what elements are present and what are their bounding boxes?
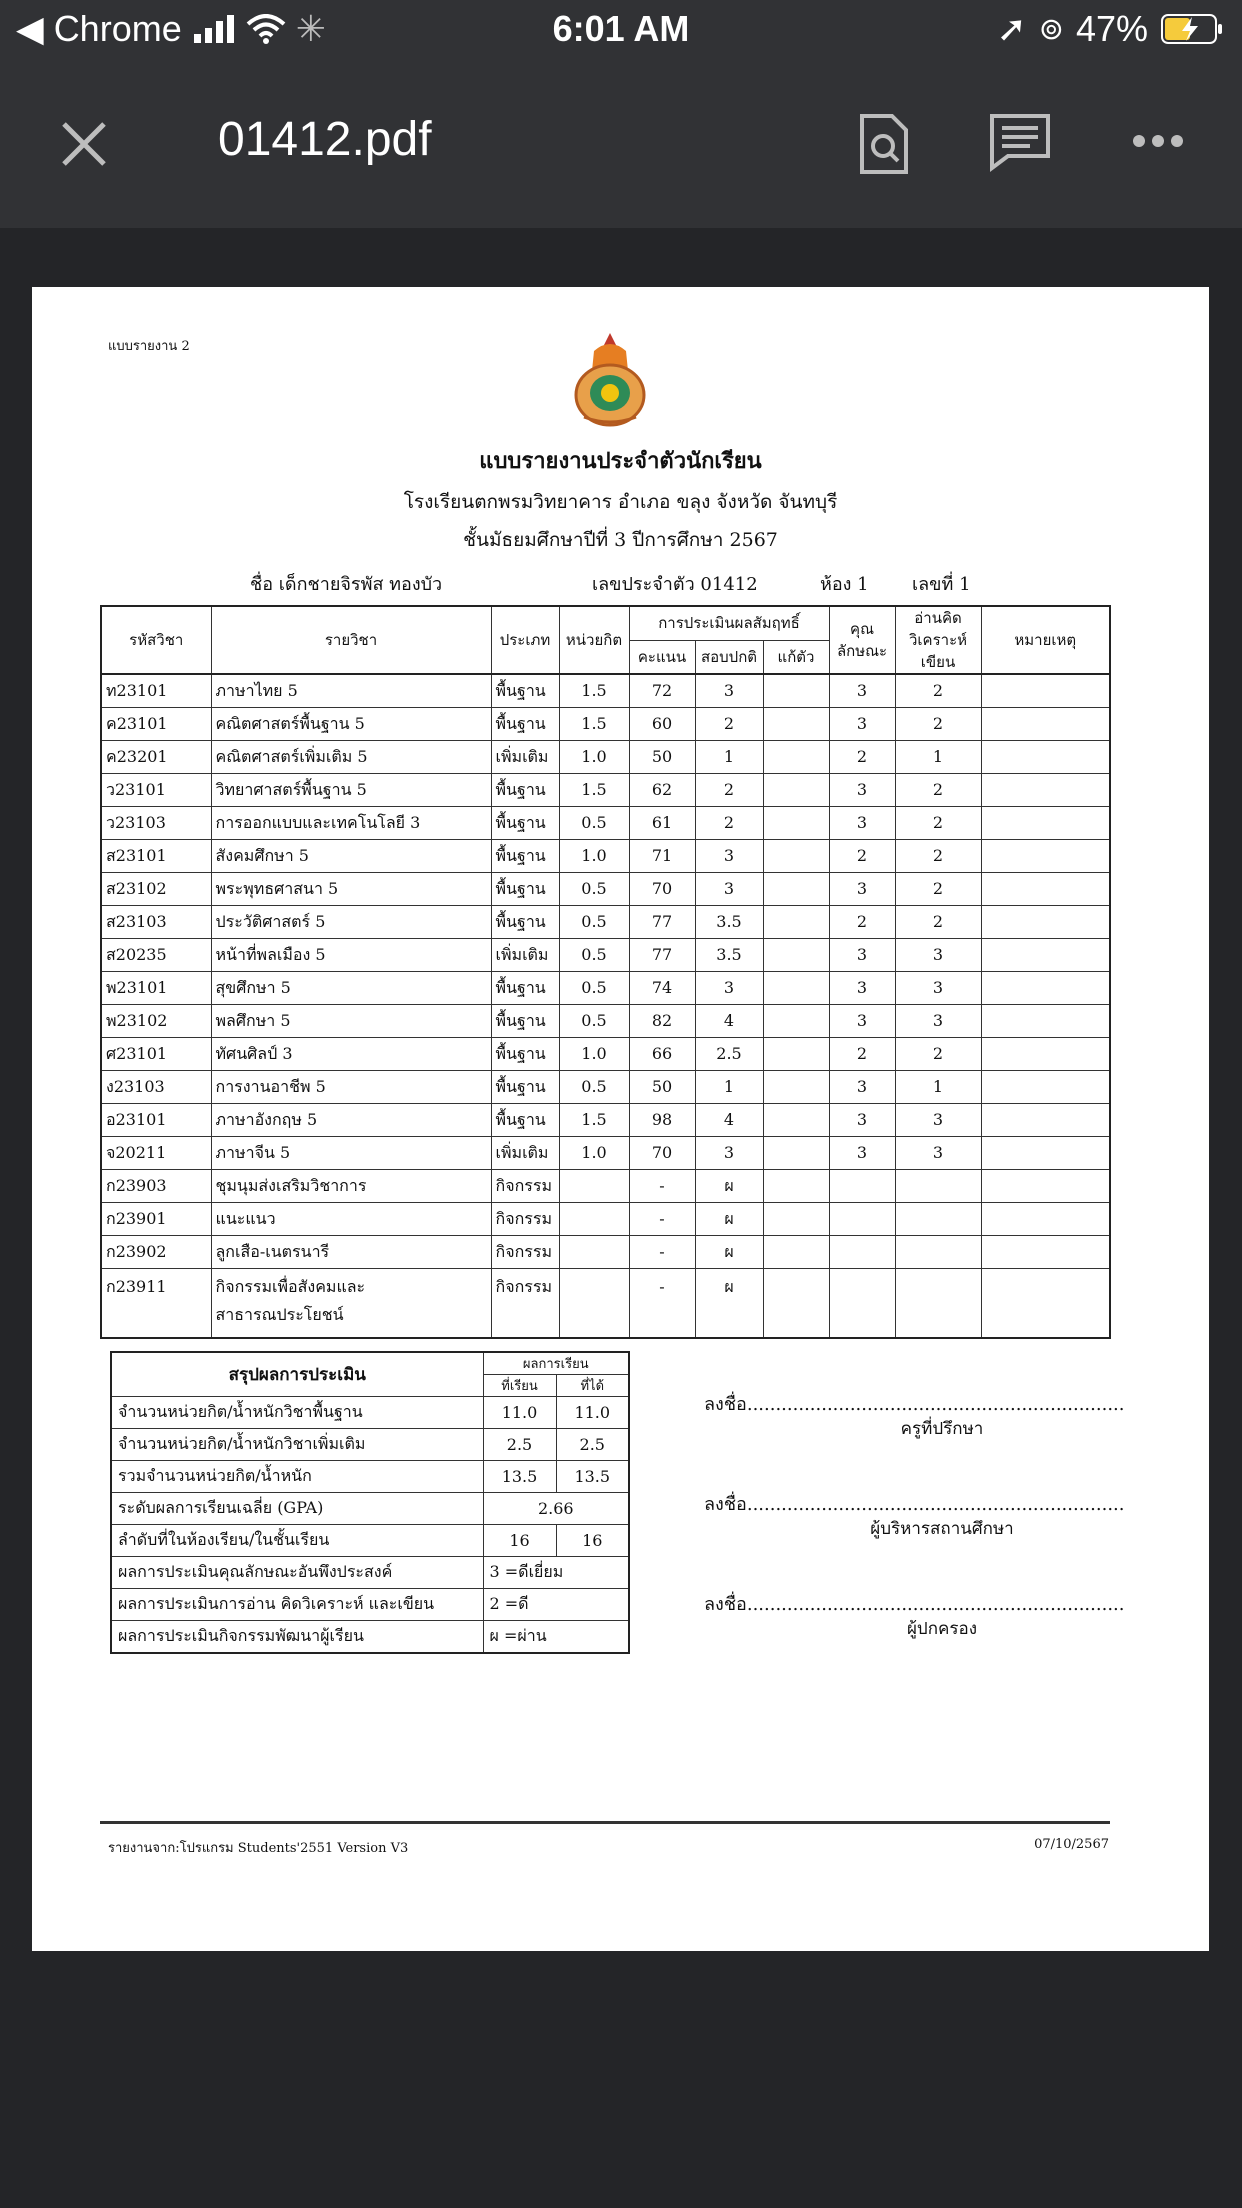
cell-remark xyxy=(981,873,1110,906)
status-right xyxy=(997,8,1224,50)
cell-code: ส23101 xyxy=(101,840,211,873)
header-exam: สอบปกติ xyxy=(695,640,763,674)
cell-credit: 0.5 xyxy=(559,939,629,972)
rotation-lock-icon: ⊚ xyxy=(1038,12,1064,46)
table-row xyxy=(101,972,1110,1005)
cell-type: พื้นฐาน xyxy=(491,1005,559,1038)
cell-character: 3 xyxy=(829,708,895,741)
header-assessment: การประเมินผลสัมฤทธิ์ xyxy=(629,606,829,640)
cell-score: - xyxy=(629,1170,695,1203)
summary-row xyxy=(111,1589,629,1621)
signature-line-director: ลงชื่อ.................................................................. xyxy=(704,1494,1125,1515)
header-code: รหัสวิชา xyxy=(101,606,211,674)
table-row xyxy=(101,873,1110,906)
cell-reading xyxy=(895,1203,981,1236)
cell-reading: 1 xyxy=(895,741,981,774)
cell-reading: 1 xyxy=(895,1071,981,1104)
summary-value: 2.5 xyxy=(556,1429,629,1461)
back-arrow-icon: ◀ xyxy=(16,8,44,49)
cell-character: 3 xyxy=(829,939,895,972)
summary-value: 16 xyxy=(483,1525,556,1557)
loading-spinner-icon: ✳ xyxy=(295,8,326,49)
cell-remark xyxy=(981,1269,1110,1339)
cell-character: 3 xyxy=(829,1005,895,1038)
cell-score: 70 xyxy=(629,1137,695,1170)
form-code: แบบรายงาน 2 xyxy=(108,339,190,354)
cell-credit: 1.5 xyxy=(559,674,629,708)
summary-value: 3 =ดีเยี่ยม xyxy=(483,1557,629,1589)
table-row xyxy=(101,1269,1110,1339)
status-bar xyxy=(0,0,1242,60)
cell-remedial xyxy=(763,1269,829,1339)
cell-grade: 3 xyxy=(695,972,763,1005)
cell-credit: 0.5 xyxy=(559,972,629,1005)
back-app-label: Chrome xyxy=(53,8,182,49)
file-title: 01412.pdf xyxy=(218,113,432,166)
cell-reading: 2 xyxy=(895,873,981,906)
cell-reading: 2 xyxy=(895,906,981,939)
cell-character: 3 xyxy=(829,1071,895,1104)
cell-remark xyxy=(981,840,1110,873)
table-row xyxy=(101,840,1110,873)
cell-code: ก23901 xyxy=(101,1203,211,1236)
grades-table xyxy=(100,605,1111,1339)
cell-remark xyxy=(981,1005,1110,1038)
cell-remedial xyxy=(763,939,829,972)
cell-code: พ23101 xyxy=(101,972,211,1005)
table-row xyxy=(101,1203,1110,1236)
cell-type: กิจกรรม xyxy=(491,1269,559,1339)
cell-subject: ภาษาอังกฤษ 5 xyxy=(211,1104,491,1137)
cell-type: พื้นฐาน xyxy=(491,840,559,873)
cell-reading: 2 xyxy=(895,674,981,708)
cell-subject: กิจกรรมเพื่อสังคมและสาธารณประโยชน์ xyxy=(211,1269,491,1339)
cell-score: 71 xyxy=(629,840,695,873)
cell-subject: สังคมศึกษา 5 xyxy=(211,840,491,873)
cell-grade: 1 xyxy=(695,1071,763,1104)
summary-row xyxy=(111,1621,629,1654)
cell-score: 82 xyxy=(629,1005,695,1038)
cell-credit: 1.5 xyxy=(559,1104,629,1137)
cell-type: พื้นฐาน xyxy=(491,774,559,807)
summary-value: 2.5 xyxy=(483,1429,556,1461)
report-title: แบบรายงานประจำตัวนักเรียน xyxy=(479,448,762,474)
cell-character xyxy=(829,1236,895,1269)
cell-credit xyxy=(559,1269,629,1339)
cell-subject: คณิตศาสตร์เพิ่มเติม 5 xyxy=(211,741,491,774)
cell-grade: 2.5 xyxy=(695,1038,763,1071)
cell-type: เพิ่มเติม xyxy=(491,1137,559,1170)
cell-remedial xyxy=(763,674,829,708)
cell-type: พื้นฐาน xyxy=(491,674,559,708)
cell-remedial xyxy=(763,741,829,774)
cell-remedial xyxy=(763,1203,829,1236)
cell-grade: 3 xyxy=(695,1137,763,1170)
cell-credit: 0.5 xyxy=(559,807,629,840)
cell-score: 77 xyxy=(629,939,695,972)
cell-type: เพิ่มเติม xyxy=(491,741,559,774)
cell-score: 98 xyxy=(629,1104,695,1137)
cell-remark xyxy=(981,1137,1110,1170)
table-row xyxy=(101,906,1110,939)
cell-reading: 2 xyxy=(895,708,981,741)
cell-type: กิจกรรม xyxy=(491,1170,559,1203)
cell-grade: 4 xyxy=(695,1104,763,1137)
cell-character: 2 xyxy=(829,1038,895,1071)
cell-remark xyxy=(981,1236,1110,1269)
header-credit: หน่วยกิต xyxy=(559,606,629,674)
summary-result-header: ผลการเรียน xyxy=(483,1352,629,1375)
cell-score: 77 xyxy=(629,906,695,939)
summary-value: 13.5 xyxy=(556,1461,629,1493)
cell-remedial xyxy=(763,1137,829,1170)
summary-header: สรุปผลการประเมิน xyxy=(111,1352,483,1397)
table-row xyxy=(101,939,1110,972)
cell-code: ก23903 xyxy=(101,1170,211,1203)
summary-label: จำนวนหน่วยกิต/น้ำหนักวิชาพื้นฐาน xyxy=(111,1397,483,1429)
cell-subject: ประวัติศาสตร์ 5 xyxy=(211,906,491,939)
cell-remark xyxy=(981,774,1110,807)
cell-character: 2 xyxy=(829,741,895,774)
cell-character xyxy=(829,1269,895,1339)
summary-label: ผลการประเมินการอ่าน คิดวิเคราะห์ และเขียน xyxy=(111,1589,483,1621)
cell-subject: พลศึกษา 5 xyxy=(211,1005,491,1038)
footer-divider xyxy=(100,1821,1110,1824)
cell-reading: 3 xyxy=(895,1104,981,1137)
cell-type: พื้นฐาน xyxy=(491,807,559,840)
cell-remark xyxy=(981,939,1110,972)
cell-type: พื้นฐาน xyxy=(491,873,559,906)
cell-reading: 2 xyxy=(895,774,981,807)
cell-type: พื้นฐาน xyxy=(491,906,559,939)
find-in-document-icon[interactable] xyxy=(858,112,910,176)
cell-code: ศ23101 xyxy=(101,1038,211,1071)
cell-score: 66 xyxy=(629,1038,695,1071)
cell-remedial xyxy=(763,774,829,807)
summary-row xyxy=(111,1525,629,1557)
cell-remedial xyxy=(763,1038,829,1071)
table-row xyxy=(101,1137,1110,1170)
summary-value: 2 =ดี xyxy=(483,1589,629,1621)
cell-remark xyxy=(981,906,1110,939)
summary-table xyxy=(110,1351,630,1654)
cell-subject: แนะแนว xyxy=(211,1203,491,1236)
cell-character: 3 xyxy=(829,972,895,1005)
cell-remark xyxy=(981,1104,1110,1137)
more-options-icon[interactable] xyxy=(1132,134,1184,148)
summary-studied-header: ที่เรียน xyxy=(483,1375,556,1397)
cell-grade: 2 xyxy=(695,807,763,840)
cell-subject: ชุมนุมส่งเสริมวิชาการ xyxy=(211,1170,491,1203)
cell-reading: 3 xyxy=(895,939,981,972)
cell-code: ส23102 xyxy=(101,873,211,906)
cell-remedial xyxy=(763,840,829,873)
cell-character: 2 xyxy=(829,840,895,873)
cell-credit: 0.5 xyxy=(559,1005,629,1038)
cell-credit: 1.0 xyxy=(559,1038,629,1071)
pdf-toolbar xyxy=(0,60,1242,228)
cell-type: พื้นฐาน xyxy=(491,972,559,1005)
cell-type: กิจกรรม xyxy=(491,1236,559,1269)
summary-row xyxy=(111,1461,629,1493)
cell-remedial xyxy=(763,1104,829,1137)
cell-grade: 2 xyxy=(695,774,763,807)
summary-value: 13.5 xyxy=(483,1461,556,1493)
summary-value: ผ =ผ่าน xyxy=(483,1621,629,1654)
cell-grade: ผ xyxy=(695,1170,763,1203)
header-remedial: แก้ตัว xyxy=(763,640,829,674)
cell-reading: 2 xyxy=(895,840,981,873)
table-row xyxy=(101,807,1110,840)
cell-grade: ผ xyxy=(695,1269,763,1339)
comment-icon[interactable] xyxy=(988,112,1052,172)
cell-type: กิจกรรม xyxy=(491,1203,559,1236)
cell-credit: 0.5 xyxy=(559,906,629,939)
cell-reading: 2 xyxy=(895,807,981,840)
table-row xyxy=(101,1170,1110,1203)
header-remark: หมายเหตุ xyxy=(981,606,1110,674)
cell-grade: 3 xyxy=(695,840,763,873)
cell-code: ว23103 xyxy=(101,807,211,840)
cell-code: ก23911 xyxy=(101,1269,211,1339)
cell-reading xyxy=(895,1269,981,1339)
cell-code: ส20235 xyxy=(101,939,211,972)
student-id: เลขประจำตัว 01412 xyxy=(592,574,758,595)
summary-row xyxy=(111,1429,629,1461)
student-name: ชื่อ เด็กชายจิรพัส ทองบัว xyxy=(250,574,443,595)
cell-subject: สุขศึกษา 5 xyxy=(211,972,491,1005)
header-reading: อ่านคิด วิเคราะห์เขียน xyxy=(895,606,981,674)
cell-score: 62 xyxy=(629,774,695,807)
table-row xyxy=(101,674,1110,708)
cell-remedial xyxy=(763,1170,829,1203)
cell-grade: 3.5 xyxy=(695,939,763,972)
cell-reading xyxy=(895,1170,981,1203)
cell-reading: 3 xyxy=(895,972,981,1005)
cell-score: - xyxy=(629,1203,695,1236)
summary-label: ผลการประเมินกิจกรรมพัฒนาผู้เรียน xyxy=(111,1621,483,1654)
summary-label: รวมจำนวนหน่วยกิต/น้ำหนัก xyxy=(111,1461,483,1493)
cell-type: พื้นฐาน xyxy=(491,1104,559,1137)
cell-remedial xyxy=(763,1005,829,1038)
cell-remedial xyxy=(763,972,829,1005)
school-crest-logo xyxy=(572,331,648,427)
cell-score: 50 xyxy=(629,1071,695,1104)
cell-grade: 3.5 xyxy=(695,906,763,939)
header-subject: รายวิชา xyxy=(211,606,491,674)
signature-role-director: ผู้บริหารสถานศึกษา xyxy=(870,1519,1014,1539)
summary-row xyxy=(111,1493,629,1525)
cell-score: 61 xyxy=(629,807,695,840)
cell-score: 70 xyxy=(629,873,695,906)
cell-remark xyxy=(981,741,1110,774)
cell-score: - xyxy=(629,1236,695,1269)
cell-character: 3 xyxy=(829,873,895,906)
battery-percent: 47% xyxy=(1075,8,1148,49)
summary-label: ผลการประเมินคุณลักษณะอันพึงประสงค์ xyxy=(111,1557,483,1589)
footer-source: รายงานจาก:โปรแกรม Students'2551 Version V3 xyxy=(108,1841,409,1856)
cell-score: 50 xyxy=(629,741,695,774)
header-character: คุณ ลักษณะ xyxy=(829,606,895,674)
cell-subject: ทัศนศิลป์ 3 xyxy=(211,1038,491,1071)
cell-subject: การออกแบบและเทคโนโลยี 3 xyxy=(211,807,491,840)
cell-credit xyxy=(559,1170,629,1203)
table-row xyxy=(101,1104,1110,1137)
cell-subject: คณิตศาสตร์พื้นฐาน 5 xyxy=(211,708,491,741)
table-row xyxy=(101,1236,1110,1269)
cell-remark xyxy=(981,674,1110,708)
cell-score: 74 xyxy=(629,972,695,1005)
cell-subject: หน้าที่พลเมือง 5 xyxy=(211,939,491,972)
header-type: ประเภท xyxy=(491,606,559,674)
cell-reading xyxy=(895,1236,981,1269)
cell-score: - xyxy=(629,1269,695,1339)
cell-grade: 3 xyxy=(695,873,763,906)
room-number: ห้อง 1 xyxy=(820,574,869,595)
table-row xyxy=(101,708,1110,741)
cell-credit: 1.0 xyxy=(559,1137,629,1170)
summary-earned-header: ที่ได้ xyxy=(556,1375,629,1397)
summary-value: 16 xyxy=(556,1525,629,1557)
cell-remark xyxy=(981,972,1110,1005)
cell-subject: พระพุทธศาสนา 5 xyxy=(211,873,491,906)
cell-remark xyxy=(981,1071,1110,1104)
battery-charging-icon xyxy=(1160,13,1224,45)
summary-label: ระดับผลการเรียนเฉลี่ย (GPA) xyxy=(111,1493,483,1525)
cell-credit: 1.5 xyxy=(559,774,629,807)
cell-grade: 4 xyxy=(695,1005,763,1038)
cell-remedial xyxy=(763,873,829,906)
cell-credit: 1.0 xyxy=(559,741,629,774)
summary-label: ลำดับที่ในห้องเรียน/ในชั้นเรียน xyxy=(111,1525,483,1557)
cell-credit: 0.5 xyxy=(559,873,629,906)
cell-code: ง23103 xyxy=(101,1071,211,1104)
cell-type: พื้นฐาน xyxy=(491,1038,559,1071)
cell-character: 3 xyxy=(829,674,895,708)
table-row xyxy=(101,1071,1110,1104)
cell-subject: การงานอาชีพ 5 xyxy=(211,1071,491,1104)
cell-character: 3 xyxy=(829,774,895,807)
cell-grade: 1 xyxy=(695,741,763,774)
signature-role-advisor: ครูที่ปรึกษา xyxy=(900,1419,984,1439)
table-row xyxy=(101,1038,1110,1071)
cell-character xyxy=(829,1170,895,1203)
status-time: 6:01 AM xyxy=(552,8,690,49)
cell-score: 60 xyxy=(629,708,695,741)
cell-remark xyxy=(981,1038,1110,1071)
pdf-page xyxy=(32,287,1209,1951)
table-row xyxy=(101,741,1110,774)
summary-row xyxy=(111,1557,629,1589)
close-icon[interactable] xyxy=(56,116,112,172)
cell-credit: 1.0 xyxy=(559,840,629,873)
cell-reading: 2 xyxy=(895,1038,981,1071)
cell-remedial xyxy=(763,1071,829,1104)
cell-character xyxy=(829,1203,895,1236)
seat-number: เลขที่ 1 xyxy=(912,574,971,595)
footer-date: 07/10/2567 xyxy=(1034,1837,1109,1852)
cell-credit: 1.5 xyxy=(559,708,629,741)
cell-remedial xyxy=(763,1236,829,1269)
signature-line-advisor: ลงชื่อ.................................................................. xyxy=(704,1394,1125,1415)
cell-reading: 3 xyxy=(895,1137,981,1170)
summary-value: 11.0 xyxy=(556,1397,629,1429)
cell-code: จ20211 xyxy=(101,1137,211,1170)
table-row xyxy=(101,1005,1110,1038)
cell-reading: 3 xyxy=(895,1005,981,1038)
cell-code: อ23101 xyxy=(101,1104,211,1137)
cell-credit xyxy=(559,1236,629,1269)
class-line: ชั้นมัธยมศึกษาปีที่ 3 ปีการศึกษา 2567 xyxy=(463,529,778,551)
summary-value: 2.66 xyxy=(483,1493,629,1525)
cell-subject: ลูกเสือ-เนตรนารี xyxy=(211,1236,491,1269)
signature-line-parent: ลงชื่อ.................................................................. xyxy=(704,1594,1125,1615)
cell-character: 3 xyxy=(829,1137,895,1170)
cell-grade: ผ xyxy=(695,1203,763,1236)
cell-type: พื้นฐาน xyxy=(491,708,559,741)
cell-code: พ23102 xyxy=(101,1005,211,1038)
cell-code: ค23101 xyxy=(101,708,211,741)
cell-remark xyxy=(981,708,1110,741)
cell-subject: ภาษาไทย 5 xyxy=(211,674,491,708)
cell-remedial xyxy=(763,807,829,840)
signature-role-parent: ผู้ปกครอง xyxy=(906,1619,978,1639)
header-score: คะแนน xyxy=(629,640,695,674)
cell-code: ค23201 xyxy=(101,741,211,774)
cell-code: ท23101 xyxy=(101,674,211,708)
cell-code: ว23101 xyxy=(101,774,211,807)
cell-grade: 2 xyxy=(695,708,763,741)
table-row xyxy=(101,774,1110,807)
cell-remark xyxy=(981,1203,1110,1236)
location-icon: ➚ xyxy=(996,8,1027,49)
cell-remedial xyxy=(763,708,829,741)
cell-credit: 0.5 xyxy=(559,1071,629,1104)
summary-label: จำนวนหน่วยกิต/น้ำหนักวิชาเพิ่มเติม xyxy=(111,1429,483,1461)
cell-score: 72 xyxy=(629,674,695,708)
cell-type: เพิ่มเติม xyxy=(491,939,559,972)
cell-code: ส23103 xyxy=(101,906,211,939)
cell-type: พื้นฐาน xyxy=(491,1071,559,1104)
cell-remark xyxy=(981,1170,1110,1203)
cell-grade: 3 xyxy=(695,674,763,708)
cell-credit xyxy=(559,1203,629,1236)
cell-remedial xyxy=(763,906,829,939)
cell-subject: วิทยาศาสตร์พื้นฐาน 5 xyxy=(211,774,491,807)
cell-code: ก23902 xyxy=(101,1236,211,1269)
cell-character: 3 xyxy=(829,807,895,840)
summary-value: 11.0 xyxy=(483,1397,556,1429)
cell-grade: ผ xyxy=(695,1236,763,1269)
cell-character: 2 xyxy=(829,906,895,939)
summary-row xyxy=(111,1397,629,1429)
cell-character: 3 xyxy=(829,1104,895,1137)
cell-remark xyxy=(981,807,1110,840)
cell-subject: ภาษาจีน 5 xyxy=(211,1137,491,1170)
school-line: โรงเรียนตกพรมวิทยาคาร อำเภอ ขลุง จังหวัด จันทบุรี xyxy=(403,491,838,513)
